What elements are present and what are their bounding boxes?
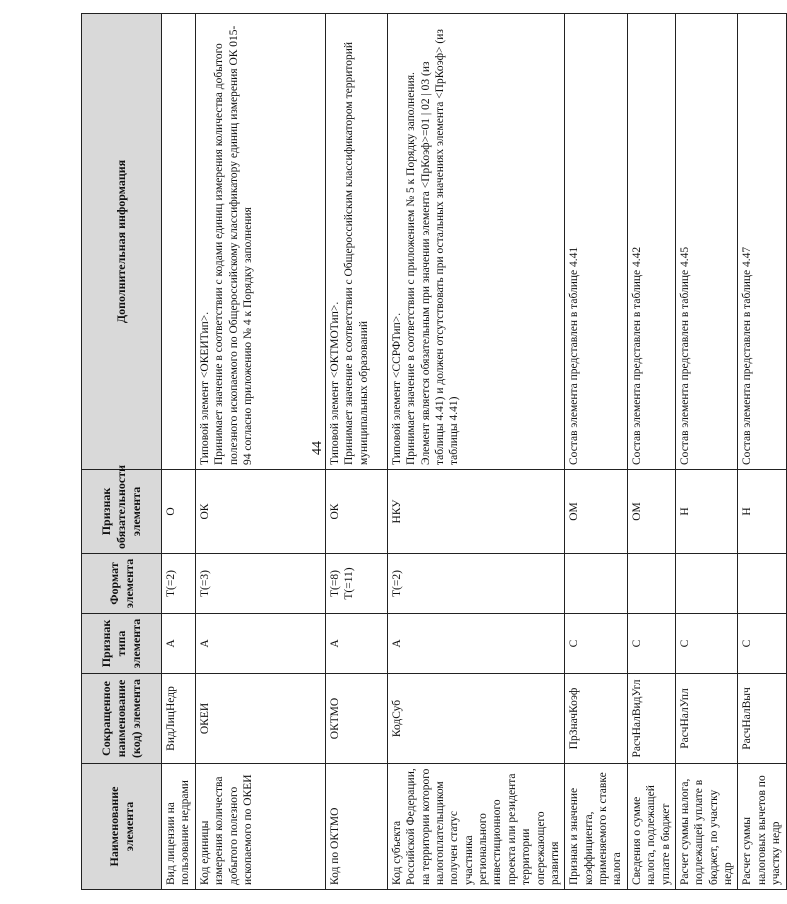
cell-type: С — [565, 614, 628, 674]
cell-name: Расчет суммы налога, подлежащей уплате в бюджет, по участку недр — [675, 764, 738, 890]
column-header-name: Наименование элемента — [82, 764, 162, 890]
cell-code: КодСуб — [387, 674, 565, 764]
cell-format — [738, 554, 786, 614]
cell-type: А — [195, 614, 325, 674]
cell-code: РасчНалУпл — [675, 674, 738, 764]
cell-required: ОМ — [627, 470, 675, 554]
cell-info — [387, 14, 565, 470]
column-header-format: Формат элемента — [82, 554, 162, 614]
cell-name: Код по ОКТМО — [325, 764, 387, 890]
cell-format — [675, 554, 738, 614]
table-row — [738, 14, 786, 890]
column-header-code: Сокращенное наименование (код) элемента — [82, 674, 162, 764]
cell-type: С — [738, 614, 786, 674]
rotated-page-content — [81, 14, 783, 890]
cell-code: ОКЕИ — [195, 674, 325, 764]
cell-format — [627, 554, 675, 614]
cell-type: А — [325, 614, 387, 674]
table-header-row — [82, 14, 162, 890]
cell-type: С — [627, 614, 675, 674]
cell-info — [627, 14, 675, 470]
cell-required: Н — [675, 470, 738, 554]
cell-format: Т(=3) — [195, 554, 325, 614]
text-line: Типовой элемент <ССРФТип>. — [390, 312, 403, 465]
column-header-type: Признак типа элемента — [82, 614, 162, 674]
text-line: Типовой элемент <ОКТМОТип>. — [328, 301, 341, 465]
text-line: Т(=11) — [343, 567, 356, 600]
text-line: Принимает значение в соответствии с кодами единиц измерения количества добытого полезного ископаемого по Общероссийскому классификатору единиц измерения ОК 015-94 согласно приложению № 4 к Порядку заполнения — [213, 25, 254, 465]
cell-required: ОМ — [565, 470, 628, 554]
cell-format — [565, 554, 628, 614]
table-row — [195, 14, 325, 890]
cell-type: А — [162, 614, 196, 674]
cell-code: РасчНалВидУгл — [627, 674, 675, 764]
column-header-required: Признак обязательности элемента — [82, 470, 162, 554]
table-container — [81, 14, 783, 890]
cell-info — [325, 14, 387, 470]
cell-info — [565, 14, 628, 470]
text-line: Принимает значение в соответствии с приложением № 5 к Порядку заполнения. — [405, 72, 418, 465]
cell-required: О — [162, 470, 196, 554]
cell-name: Вид лицензии на пользование недрами — [162, 764, 196, 890]
table-row — [387, 14, 565, 890]
cell-required: ОК — [325, 470, 387, 554]
table-row — [162, 14, 196, 890]
cell-code: ПрЗначКоэф — [565, 674, 628, 764]
page-number: 44 — [310, 441, 325, 455]
text-line: Состав элемента представлен в таблице 4.47 — [741, 246, 754, 465]
cell-info — [195, 14, 325, 470]
cell-name: Код единицы измерения количества добытого полезного ископаемого по ОКЕИ — [195, 764, 325, 890]
table-row — [325, 14, 387, 890]
cell-type: С — [675, 614, 738, 674]
cell-format: Т(=2) — [387, 554, 565, 614]
text-line: Состав элемента представлен в таблице 4.41 — [568, 246, 581, 465]
cell-name: Расчет суммы налоговых вычетов по участку недр — [738, 764, 786, 890]
elements-table — [81, 13, 787, 890]
cell-name: Сведения о сумме налога, подлежащей уплате в бюджет — [627, 764, 675, 890]
cell-format — [325, 554, 387, 614]
cell-info — [162, 14, 196, 470]
cell-format: Т(=2) — [162, 554, 196, 614]
column-header-info: Дополнительная информация — [82, 14, 162, 470]
text-line: Принимает значение в соответствии с Общероссийским классификатором территорий муниципальных образований — [343, 41, 370, 465]
cell-info — [738, 14, 786, 470]
cell-required: ОК — [195, 470, 325, 554]
cell-info — [675, 14, 738, 470]
text-line: Состав элемента представлен в таблице 4.45 — [678, 246, 691, 465]
table-row — [675, 14, 738, 890]
cell-name: Признак и значение коэффициента, применяемого к ставке налога — [565, 764, 628, 890]
cell-required: НКУ — [387, 470, 565, 554]
cell-code: ВидЛицНедр — [162, 674, 196, 764]
table-row — [627, 14, 675, 890]
cell-type: А — [387, 614, 565, 674]
text-line: Состав элемента представлен в таблице 4.42 — [630, 246, 643, 465]
table-row — [565, 14, 628, 890]
text-line: Типовой элемент <ОКЕИТип>. — [198, 311, 211, 465]
cell-name: Код субъекта Российской Федерации, на территории которого налогоплательщиком получен статус участника регионального инвестиционного проекта или резидента территории опережающего развития — [387, 764, 565, 890]
text-line: Элемент является обязательным при значении элемента <ПрКоэф>=01 | 02 | 03 (из таблицы 4.41) и должен отсутствовать при остальных значениях элемента <ПрКоэф> (из таблицы 4.41) — [419, 29, 461, 465]
cell-required: Н — [738, 470, 786, 554]
cell-code: РасчНалВыч — [738, 674, 786, 764]
cell-code: ОКТМО — [325, 674, 387, 764]
text-line: Т(=8) — [328, 570, 341, 597]
